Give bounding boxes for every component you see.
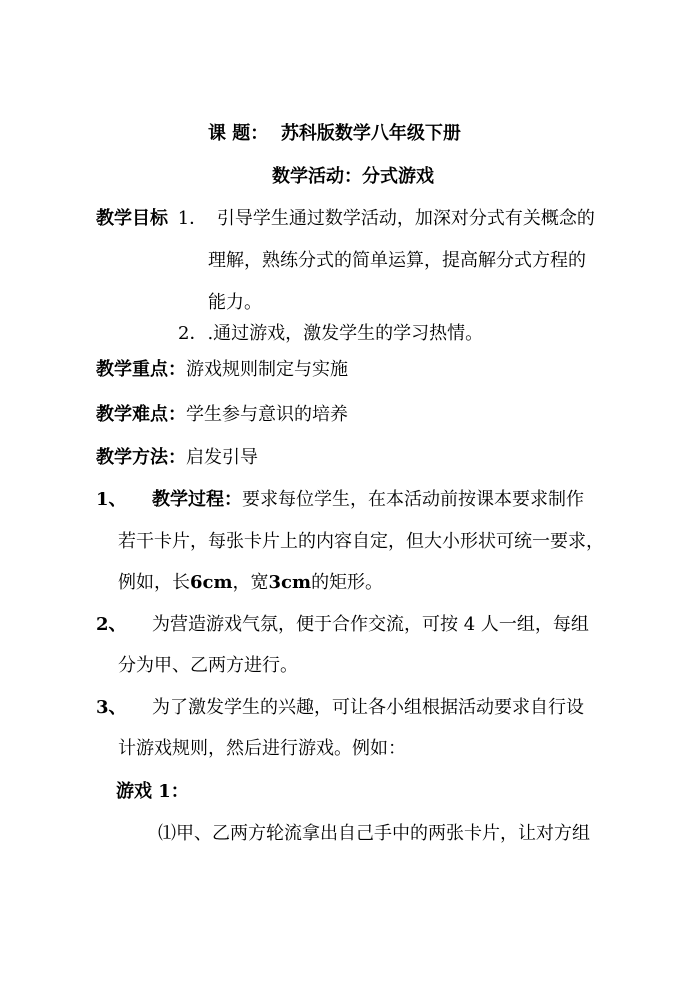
objectives-label: 教学目标 xyxy=(96,208,168,229)
course-label: 课 题： xyxy=(208,123,269,144)
objective-1-line-2: 理解，熟练分式的简单运算，提高解分式方程的 xyxy=(208,250,586,271)
objective-1-line-1: 引导学生通过数学活动，加深对分式有关概念的 xyxy=(216,208,595,229)
activity-title: 数学活动：分式游戏 xyxy=(272,166,434,187)
process-item-1-line-1 xyxy=(96,488,584,512)
process-item-1-text-3e: 的矩形。 xyxy=(311,572,384,593)
difficulties-value: 学生参与意识的培养 xyxy=(186,404,348,425)
course-value: 苏科版数学八年级下册 xyxy=(280,123,461,144)
process-item-2-line-2: 分为甲、乙两方进行。 xyxy=(118,655,298,676)
process-item-1-number: 1、 xyxy=(96,489,127,510)
process-item-1-line-3 xyxy=(118,571,383,595)
difficulties-row xyxy=(96,403,348,427)
course-header xyxy=(208,122,461,146)
key-points-label: 教学重点： xyxy=(96,359,186,380)
key-points-value: 游戏规则制定与实施 xyxy=(186,359,348,380)
process-item-3-line-1 xyxy=(96,696,584,720)
process-item-2-line-1 xyxy=(96,613,589,637)
process-item-3-text-1: 为了激发学生的兴趣，可让各小组根据活动要求自行设 xyxy=(152,697,584,718)
objective-1-number: 1． xyxy=(177,208,208,229)
process-item-1-line-2: 若干卡片，每张卡片上的内容自定，但大小形状可统一要求， xyxy=(118,531,604,552)
objectives-row xyxy=(96,207,595,231)
process-item-1-text-3c: ，宽 xyxy=(232,572,269,593)
difficulties-label: 教学难点： xyxy=(96,404,186,425)
process-item-1-length: 6cm xyxy=(190,572,233,593)
process-item-2-number: 2、 xyxy=(96,614,127,635)
objective-2: 2．.通过游戏，激发学生的学习热情。 xyxy=(178,323,484,344)
key-points-row xyxy=(96,358,348,382)
process-item-1-text-3a: 例如，长 xyxy=(118,572,190,593)
process-item-3-number: 3、 xyxy=(96,697,127,718)
methods-label: 教学方法： xyxy=(96,447,186,468)
process-label: 教学过程： xyxy=(152,489,242,510)
process-item-1-text-1: 要求每位学生，在本活动前按课本要求制作 xyxy=(242,489,584,510)
process-item-1-width: 3cm xyxy=(268,572,312,593)
process-item-3-line-2: 计游戏规则，然后进行游戏。例如： xyxy=(118,738,406,759)
methods-value: 启发引导 xyxy=(186,447,258,468)
methods-row xyxy=(96,446,258,470)
game-1-rule-1: ⑴甲、乙两方轮流拿出自己手中的两张卡片，让对方组 xyxy=(158,823,590,844)
objective-1-line-3: 能力。 xyxy=(208,292,262,313)
process-item-2-text-1: 为营造游戏气氛，便于合作交流，可按 4 人一组，每组 xyxy=(152,614,589,635)
game-1-title: 游戏 1： xyxy=(116,781,189,802)
